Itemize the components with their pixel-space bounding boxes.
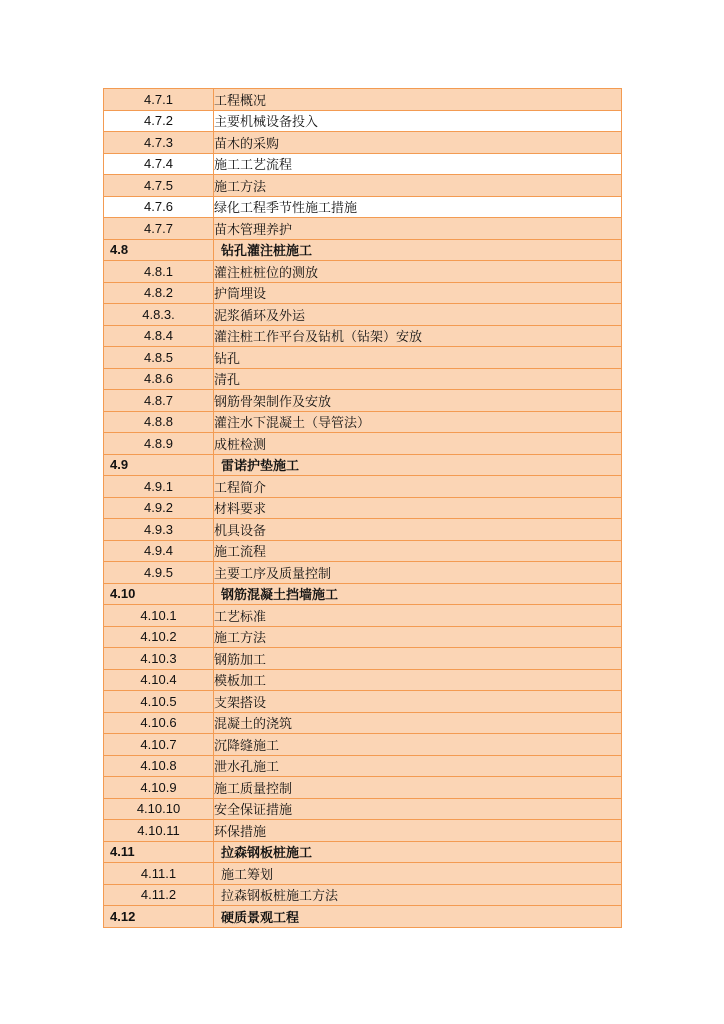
toc-number: 4.10.6 [104, 712, 214, 734]
toc-number: 4.7.3 [104, 132, 214, 154]
toc-number: 4.8.7 [104, 390, 214, 412]
toc-title: 拉森钢板桩施工方法 [214, 884, 622, 906]
toc-number: 4.10.1 [104, 605, 214, 627]
toc-number: 4.9 [104, 454, 214, 476]
toc-section-row [104, 906, 622, 928]
toc-number: 4.8.6 [104, 368, 214, 390]
toc-title: 护筒埋设 [214, 282, 622, 304]
toc-title: 绿化工程季节性施工措施 [214, 196, 622, 218]
toc-number: 4.7.5 [104, 175, 214, 197]
toc-title: 工艺标准 [214, 605, 622, 627]
toc-title: 施工筹划 [214, 863, 622, 885]
toc-number: 4.10.11 [104, 820, 214, 842]
toc-number: 4.7.4 [104, 153, 214, 175]
toc-number: 4.12 [104, 906, 214, 928]
toc-title: 施工方法 [214, 626, 622, 648]
toc-number: 4.10.7 [104, 734, 214, 756]
toc-number: 4.9.1 [104, 476, 214, 498]
toc-title: 支架搭设 [214, 691, 622, 713]
toc-number: 4.9.5 [104, 562, 214, 584]
toc-row [104, 261, 622, 283]
toc-title: 泥浆循环及外运 [214, 304, 622, 326]
toc-title: 钢筋骨架制作及安放 [214, 390, 622, 412]
toc-number: 4.7.1 [104, 89, 214, 111]
toc-row [104, 691, 622, 713]
toc-row [104, 368, 622, 390]
toc-row [104, 411, 622, 433]
toc-row [104, 562, 622, 584]
toc-number: 4.8.1 [104, 261, 214, 283]
toc-title: 硬质景观工程 [214, 906, 622, 928]
toc-title: 材料要求 [214, 497, 622, 519]
toc-title: 苗木管理养护 [214, 218, 622, 240]
toc-section-row [104, 239, 622, 261]
toc-title: 雷诺护垫施工 [214, 454, 622, 476]
toc-row [104, 669, 622, 691]
toc-number: 4.10.3 [104, 648, 214, 670]
toc-title: 灌注桩桩位的测放 [214, 261, 622, 283]
toc-row [104, 110, 622, 132]
toc-row [104, 798, 622, 820]
toc-number: 4.11.2 [104, 884, 214, 906]
toc-number: 4.9.3 [104, 519, 214, 541]
toc-row [104, 863, 622, 885]
toc-title: 灌注桩工作平台及钻机（钻架）安放 [214, 325, 622, 347]
toc-number: 4.8.9 [104, 433, 214, 455]
toc-title: 安全保证措施 [214, 798, 622, 820]
toc-row [104, 540, 622, 562]
toc-title: 机具设备 [214, 519, 622, 541]
toc-row [104, 497, 622, 519]
toc-title: 施工质量控制 [214, 777, 622, 799]
toc-title: 沉降缝施工 [214, 734, 622, 756]
toc-number: 4.10.8 [104, 755, 214, 777]
toc-title: 苗木的采购 [214, 132, 622, 154]
toc-number: 4.8.5 [104, 347, 214, 369]
toc-title: 施工方法 [214, 175, 622, 197]
toc-row [104, 433, 622, 455]
toc-title: 工程概况 [214, 89, 622, 111]
toc-row [104, 132, 622, 154]
toc-number: 4.11.1 [104, 863, 214, 885]
toc-number: 4.8.8 [104, 411, 214, 433]
toc-row [104, 89, 622, 111]
toc-title: 成桩检测 [214, 433, 622, 455]
toc-title: 施工流程 [214, 540, 622, 562]
toc-row [104, 884, 622, 906]
toc-title: 工程简介 [214, 476, 622, 498]
toc-number: 4.9.2 [104, 497, 214, 519]
toc-row [104, 476, 622, 498]
toc-number: 4.10.4 [104, 669, 214, 691]
toc-row [104, 390, 622, 412]
toc-row [104, 605, 622, 627]
toc-number: 4.8.2 [104, 282, 214, 304]
toc-row [104, 755, 622, 777]
toc-number: 4.11 [104, 841, 214, 863]
toc-table [103, 88, 622, 928]
toc-number: 4.8.3. [104, 304, 214, 326]
toc-title: 混凝土的浇筑 [214, 712, 622, 734]
toc-row [104, 282, 622, 304]
toc-row [104, 218, 622, 240]
toc-row [104, 175, 622, 197]
toc-title: 泄水孔施工 [214, 755, 622, 777]
toc-section-row [104, 583, 622, 605]
toc-row [104, 820, 622, 842]
toc-title: 钻孔 [214, 347, 622, 369]
toc-row [104, 712, 622, 734]
toc-number: 4.9.4 [104, 540, 214, 562]
toc-title: 主要工序及质量控制 [214, 562, 622, 584]
toc-number: 4.10.2 [104, 626, 214, 648]
toc-row [104, 304, 622, 326]
toc-number: 4.8 [104, 239, 214, 261]
toc-number: 4.7.7 [104, 218, 214, 240]
toc-title: 钢筋混凝土挡墙施工 [214, 583, 622, 605]
toc-title: 环保措施 [214, 820, 622, 842]
toc-row [104, 196, 622, 218]
toc-title: 清孔 [214, 368, 622, 390]
toc-number: 4.7.6 [104, 196, 214, 218]
toc-row [104, 626, 622, 648]
toc-title: 灌注水下混凝土（导管法） [214, 411, 622, 433]
toc-row [104, 153, 622, 175]
toc-row [104, 519, 622, 541]
toc-title: 拉森钢板桩施工 [214, 841, 622, 863]
toc-title: 施工工艺流程 [214, 153, 622, 175]
toc-title: 钻孔灌注桩施工 [214, 239, 622, 261]
toc-title: 钢筋加工 [214, 648, 622, 670]
toc-section-row [104, 841, 622, 863]
toc-row [104, 777, 622, 799]
toc-row [104, 347, 622, 369]
toc-number: 4.10 [104, 583, 214, 605]
toc-number: 4.10.9 [104, 777, 214, 799]
toc-title: 模板加工 [214, 669, 622, 691]
toc-number: 4.10.10 [104, 798, 214, 820]
toc-row [104, 734, 622, 756]
toc-number: 4.10.5 [104, 691, 214, 713]
toc-section-row [104, 454, 622, 476]
toc-number: 4.7.2 [104, 110, 214, 132]
toc-row [104, 325, 622, 347]
toc-body [104, 89, 622, 928]
toc-number: 4.8.4 [104, 325, 214, 347]
toc-title: 主要机械设备投入 [214, 110, 622, 132]
toc-row [104, 648, 622, 670]
